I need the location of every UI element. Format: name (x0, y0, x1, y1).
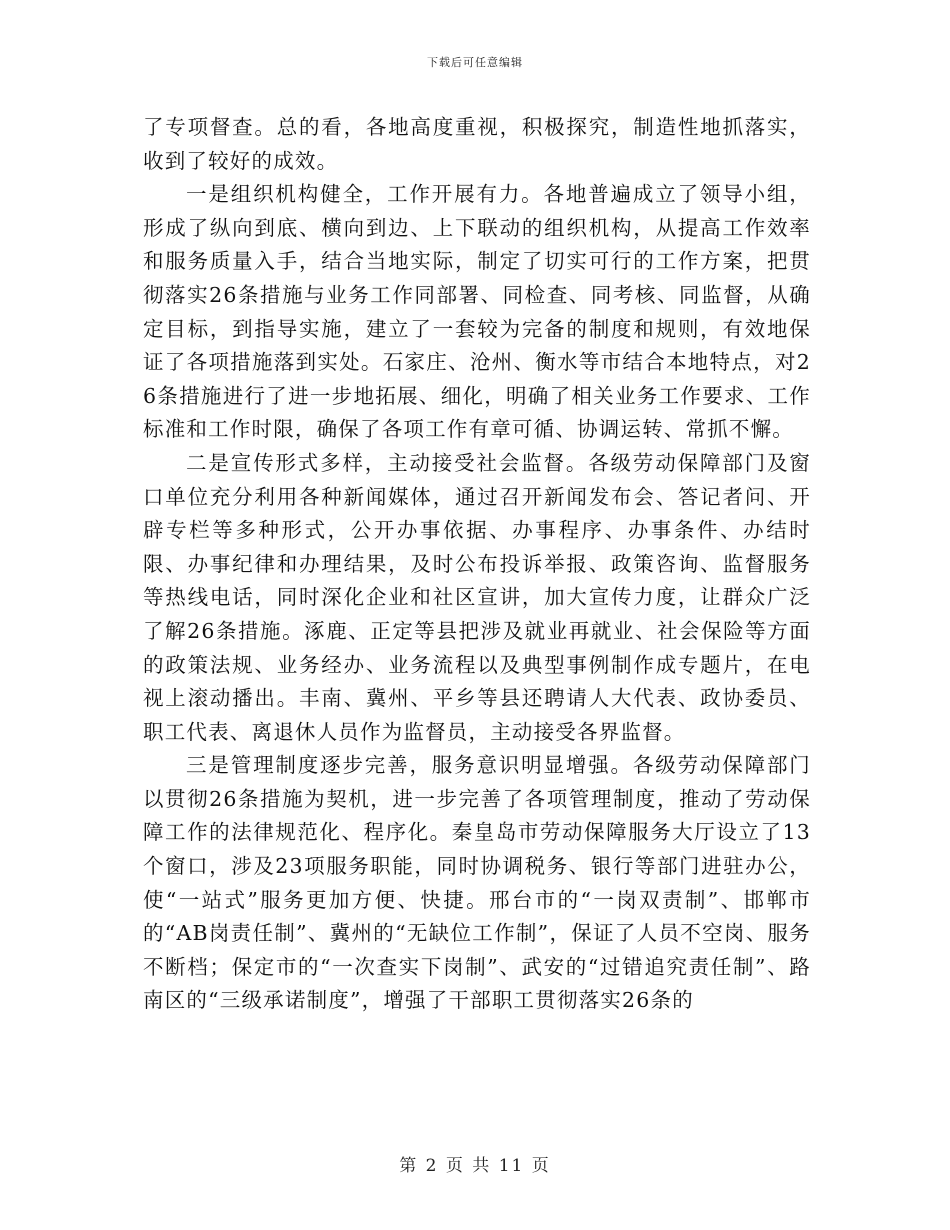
paragraph-organization: 一是组织机构健全，工作开展有力。各地普遍成立了领导小组，形成了纵向到底、横向到边、上下联动的组织机构，从提高工作效率和服务质量入手，结合当地实际，制定了切实可行的工作方案，把贯彻落实26条措施与业务工作同部署、同检查、同考核、同监督，从确定目标，到指导实施，建立了一套较为完备的制度和规则，有效地保证了各项措施落到实处。石家庄、沧州、衡水等市结合本地特点，对26条措施进行了进一步地拓展、细化，明确了相关业务工作要求、工作标准和工作时限，确保了各项工作有章可循、协调运转、常抓不懈。 (143, 182, 811, 442)
document-body (143, 111, 811, 1018)
paragraph-publicity: 二是宣传形式多样，主动接受社会监督。各级劳动保障部门及窗口单位充分利用各种新闻媒体，通过召开新闻发布会、答记者问、开辟专栏等多种形式，公开办事依据、办事程序、办事条件、办结时限、办事纪律和办理结果，及时公布投诉举报、政策咨询、监督服务等热线电话，同时深化企业和社区宣讲，加大宣传力度，让群众广泛了解26条措施。涿鹿、正定等县把涉及就业再就业、社会保险等方面的政策法规、业务经办、业务流程以及典型事例制作成专题片，在电视上滚动播出。丰南、冀州、平乡等县还聘请人大代表、政协委员、职工代表、离退休人员作为监督员，主动接受各界监督。 (143, 450, 811, 744)
page-header: 下载后可任意编辑 (427, 56, 523, 69)
paragraph-continuation: 了专项督查。总的看，各地高度重视，积极探究，制造性地抓落实，收到了较好的成效。 (143, 115, 811, 173)
paragraph-management: 三是管理制度逐步完善，服务意识明显增强。各级劳动保障部门以贯彻26条措施为契机，进一步完善了各项管理制度，推动了劳动保障工作的法律规范化、程序化。秦皇岛市劳动保障服务大厅设立了13个窗口，涉及23项服务职能，同时协调税务、银行等部门进驻办公，使“一站式”服务更加方便、快捷。邢台市的“一岗双责制”、邯郸市的“AB岗责任制”、冀州的“无缺位工作制”，保证了人员不空岗、服务不断档；保定市的“一次查实下岗制”、武安的“过错追究责任制”、路南区的“三级承诺制度”，增强了干部职工贯彻落实26条的 (143, 753, 811, 1013)
page-footer: 第 2 页 共 11 页 (399, 1156, 551, 1176)
